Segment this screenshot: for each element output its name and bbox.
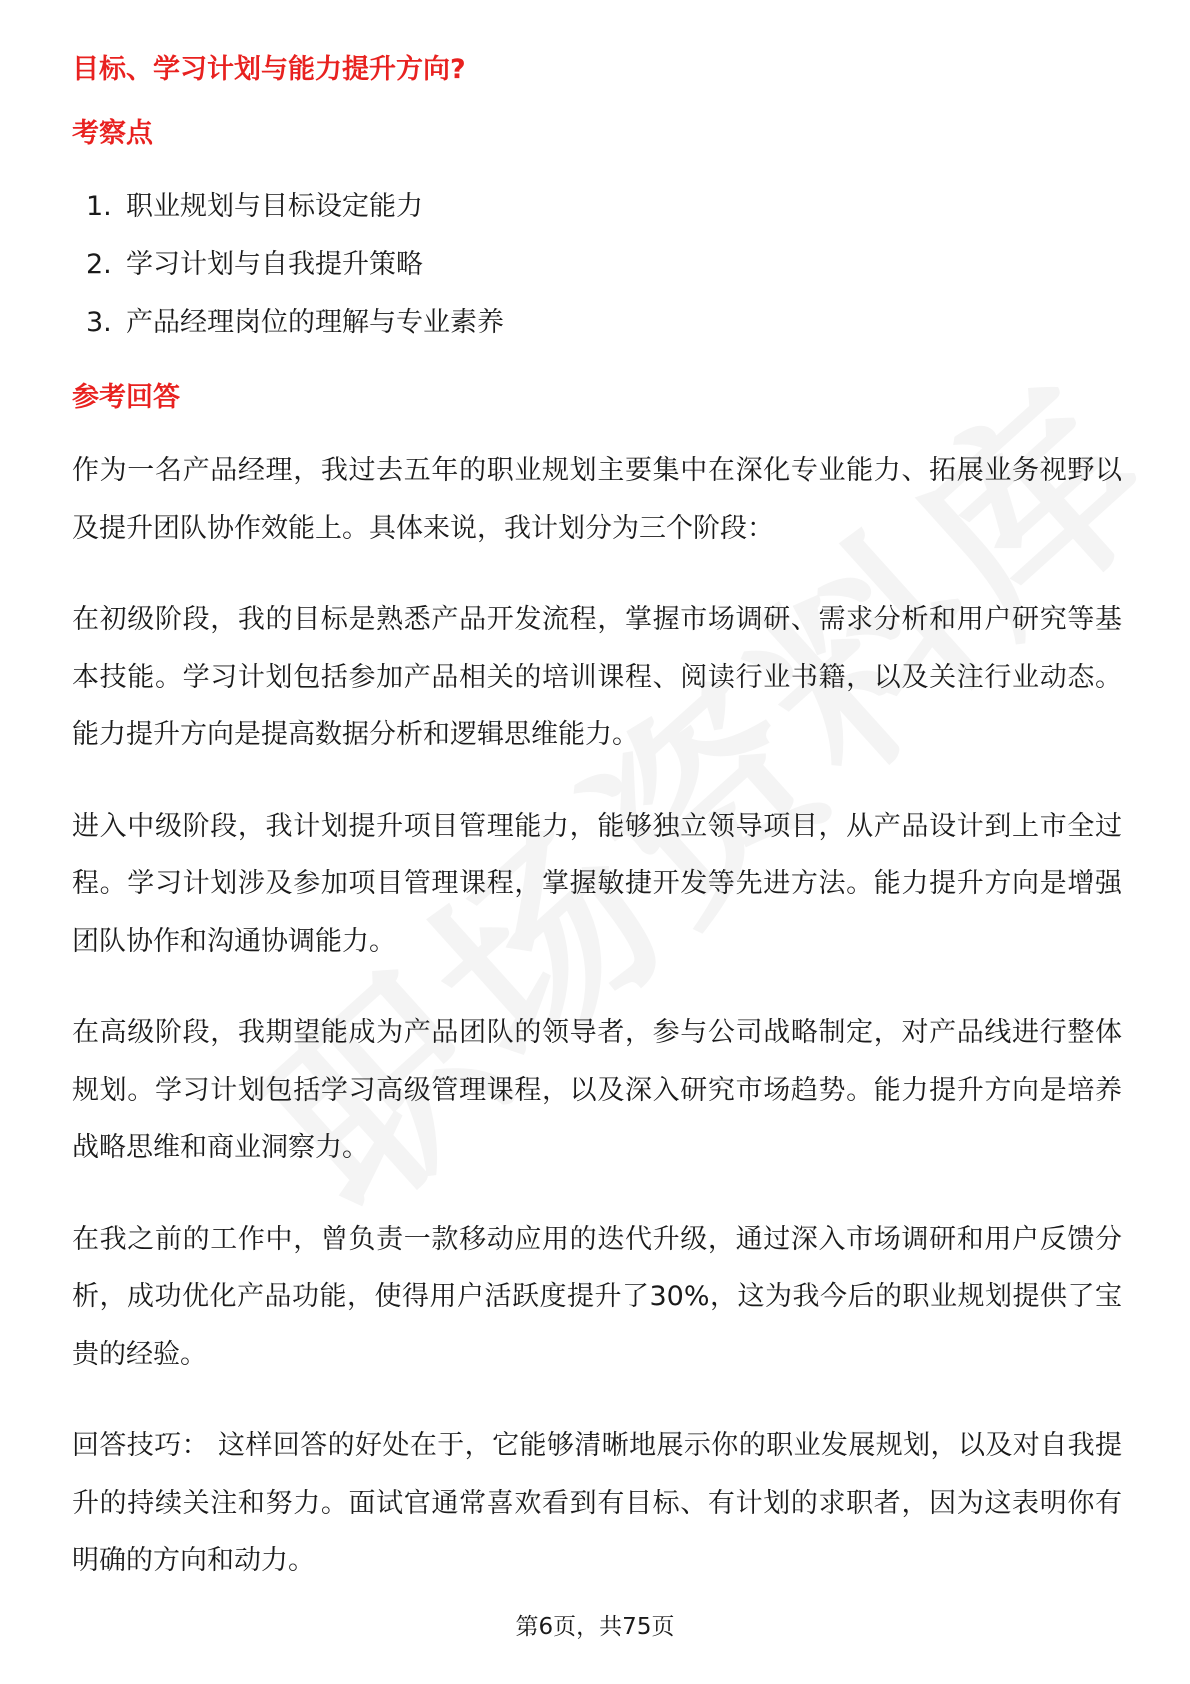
- page-number-footer: 第6页，共75页: [515, 1614, 675, 1640]
- list-item-number: 3.: [86, 307, 112, 338]
- list-item-text: 学习计划与自我提升策略: [126, 249, 423, 280]
- page-content: [72, 48, 1122, 1624]
- key-points-list: [86, 178, 1122, 352]
- list-item-number: 2.: [86, 249, 112, 280]
- answer-paragraph-experience: 在我之前的工作中，曾负责一款移动应用的迭代升级，通过深入市场调研和用户反馈分析，成功优化产品功能，使得用户活跃度提升了30%，这为我今后的职业规划提供了宝贵的经验。: [72, 1223, 1122, 1370]
- reference-answer-body: [72, 442, 1122, 1590]
- list-item-number: 1.: [86, 191, 112, 222]
- list-item-text: 职业规划与目标设定能力: [126, 191, 423, 222]
- page-title: 目标、学习计划与能力提升方向?: [72, 54, 466, 85]
- answer-tips-paragraph: 回答技巧： 这样回答的好处在于，它能够清晰地展示你的职业发展规划，以及对自我提升的持续关注和努力。面试官通常喜欢看到有目标、有计划的求职者，因为这表明你有明确的方向和动力。: [72, 1430, 1122, 1576]
- list-item: [86, 236, 1122, 294]
- list-item-text: 产品经理岗位的理解与专业素养: [126, 307, 504, 338]
- list-item: [86, 178, 1122, 236]
- answer-paragraph-intro: 作为一名产品经理，我过去五年的职业规划主要集中在深化专业能力、拓展业务视野以及提升团队协作效能上。具体来说，我计划分为三个阶段：: [72, 455, 1122, 544]
- key-points-heading: 考察点: [72, 118, 153, 149]
- list-item: [86, 294, 1122, 352]
- answer-paragraph-junior-stage: 在初级阶段，我的目标是熟悉产品开发流程，掌握市场调研、需求分析和用户研究等基本技能。学习计划包括参加产品相关的培训课程、阅读行业书籍，以及关注行业动态。能力提升方向是提高数据分析和逻辑思维能力。: [72, 604, 1122, 750]
- answer-paragraph-senior-stage: 在高级阶段，我期望能成为产品团队的领导者，参与公司战略制定，对产品线进行整体规划。学习计划包括学习高级管理课程，以及深入研究市场趋势。能力提升方向是培养战略思维和商业洞察力。: [72, 1017, 1122, 1163]
- answer-paragraph-mid-stage: 进入中级阶段，我计划提升项目管理能力，能够独立领导项目，从产品设计到上市全过程。学习计划涉及参加项目管理课程，掌握敏捷开发等先进方法。能力提升方向是增强团队协作和沟通协调能力。: [72, 810, 1122, 957]
- reference-answer-heading: 参考回答: [72, 382, 180, 413]
